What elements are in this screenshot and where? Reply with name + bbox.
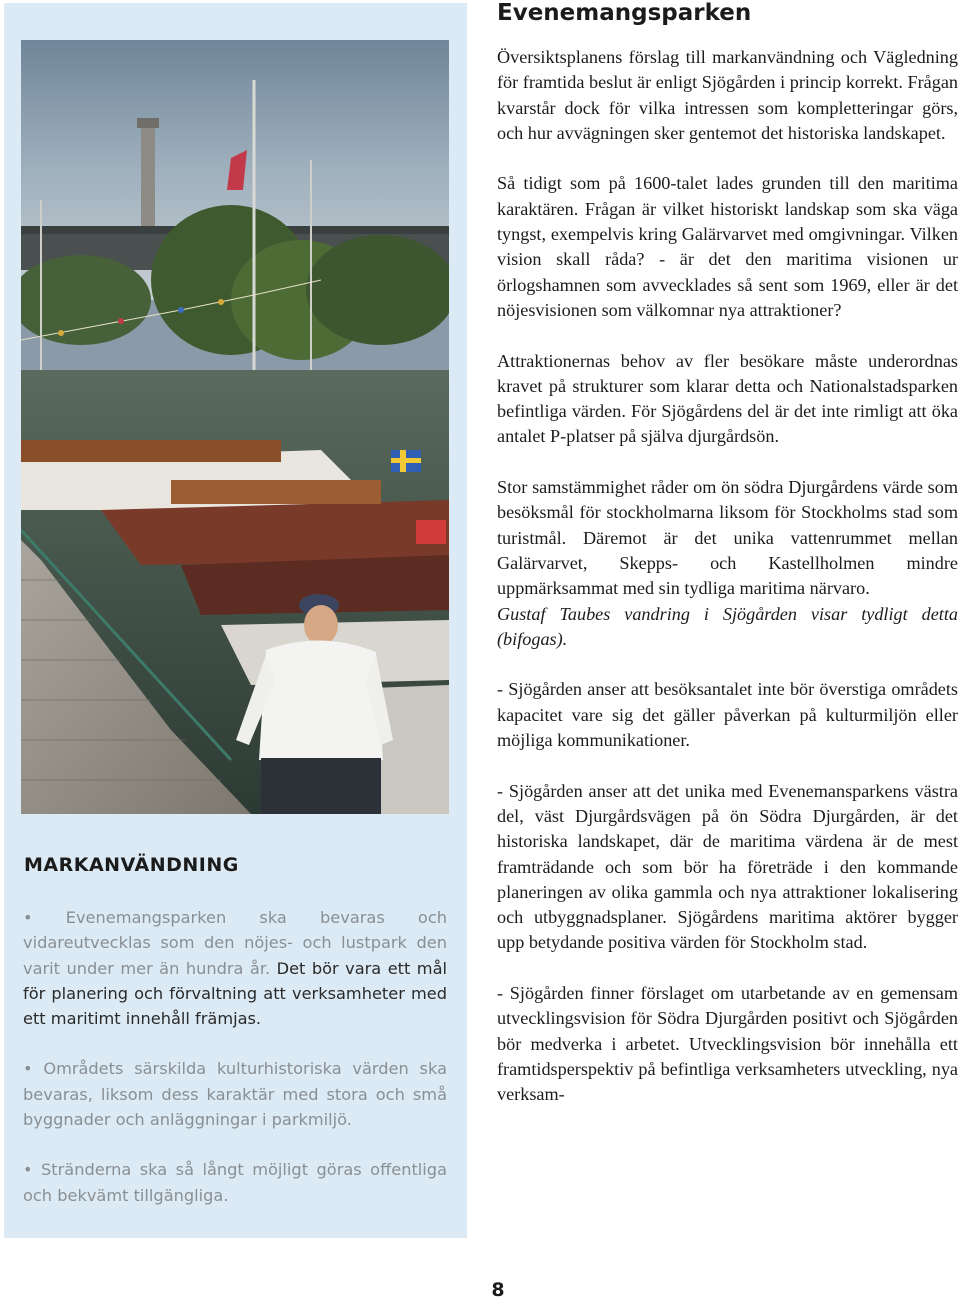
italic-note: Gustaf Taubes vandring i Sjögården visar tydligt detta (bifogas).: [497, 603, 958, 649]
sidebar-item: • Stränderna ska så långt möjligt göras offentliga och bekvämt tillgängliga.: [23, 1160, 447, 1205]
sidebar-item: [23, 905, 447, 1031]
paragraph: - Sjögården anser att det unika med Evenemansparkens västra del, väst Djurgårdsvägen på ön Södra Djurgården, är det historiska landskapet, där de maritima värdena är de mest framträdande och som bör ha företräde i den kommande planeringen av olika gammla och nya attraktioner lokalisering och utbyggnadsplaner. Sjögårdens maritima aktörer bygger upp betydande positiva värden för Stockholm stad.: [497, 780, 958, 953]
main-text-column: [497, 45, 958, 1133]
paragraph: - Sjögården anser att besöksantalet inte bör överstiga områdets kapacitet vare sig det gäller påverkan på kulturmiljön eller möjliga kommunikationer.: [497, 679, 958, 751]
page-number: 8: [491, 1279, 505, 1301]
sidebar-item: • Områdets särskilda kulturhistoriska värden ska bevaras, liksom dess karaktär med stora och små byggnader och anläggningar i parkmiljö.: [23, 1059, 447, 1130]
paragraph: [497, 475, 958, 652]
paragraph-text: Stor samstämmighet råder om ön södra Djurgårdens värde som besöksmål för stockholmarna liksom för Stockholms stad som turistmål. Däremot är det unika vattenrummet mellan Galärvarvet, Skepps- och Kastellholmen mindre uppmärksammat med sin tydliga maritima närvaro.: [497, 477, 958, 599]
paragraph: - Sjögården finner förslaget om utarbetande av en gemensam utvecklingsvision för Södra Djurgården positivt och Sjögården bör medverka i arbetet. Utvecklingsvision bör innehålla ett framtidsperspektiv på befintliga verksamheters utveckling, nya verksam-: [497, 982, 958, 1105]
paragraph: Attraktionernas behov av fler besökare måste underordnas kravet på strukturer som klarar detta och Nationalstadsparken befintliga värden. För Sjögårdens del är det inte rimligt att öka antalet P-platser på själva djurgårdsön.: [497, 350, 958, 447]
sidebar-item-light-text: • Evenemangsparken ska bevaras och vidareutvecklas som den nöjes- och lustpark den varit under mer än hundra år.: [23, 908, 447, 978]
paragraph: Så tidigt som på 1600-talet lades grunden till den maritima karaktären. Frågan är vilket historiskt landskap som ska väga tyngst, exempelvis kring Galärvarvet med omgivningar. Vilken vision skall råda? - är det den maritima visionen ur örlogshamnen som avvecklades så sent som 1969, eller är det nöjesvisionen som välkomnar nya attraktioner?: [497, 173, 958, 320]
sidebar-list: [23, 905, 447, 1233]
sidebar-item-dark-text: Det bör vara ett mål för planering och förvaltning att verksamheter med ett maritimt innehåll främjas.: [23, 958, 447, 1029]
harbor-photo: [21, 40, 449, 814]
sidebar-heading: MARKANVÄNDNING: [24, 854, 239, 876]
paragraph: Översiktsplanens förslag till markanvändning och Vägledning för framtida beslut är enligt Sjögården i princip korrekt. Frågan kvarstår dock för vilka intressen som kompletteringar görs, och hur avvägningen sker gentemot det historiska landskapet.: [497, 47, 958, 143]
page-title: Evenemangsparken: [497, 0, 752, 26]
